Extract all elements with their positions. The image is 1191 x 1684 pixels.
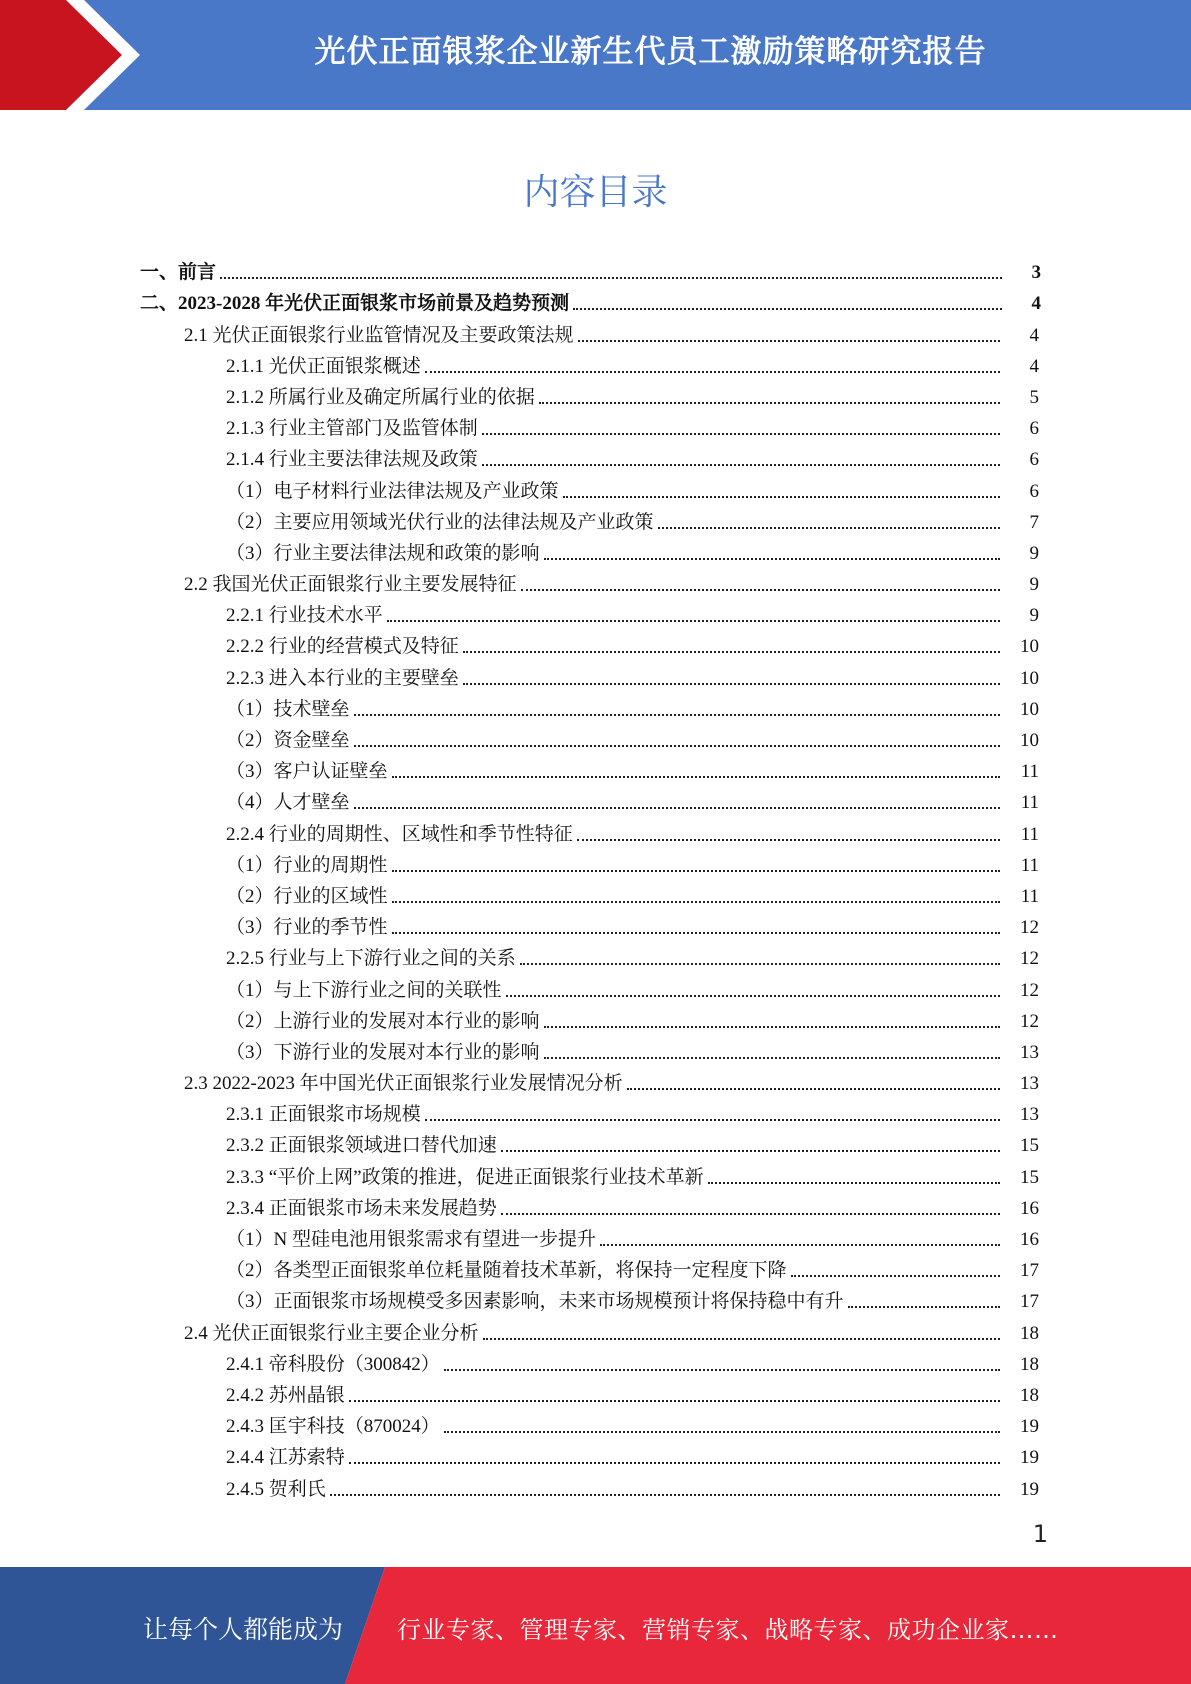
dot-leader — [387, 620, 1000, 622]
dot-leader — [791, 1275, 1000, 1277]
toc-entry[interactable] — [0, 1469, 1191, 1500]
dot-leader — [501, 1213, 1000, 1215]
toc-entry-title: 2.4.3 匡宇科技（870024） — [226, 1416, 440, 1438]
dot-leader — [425, 1119, 1000, 1121]
toc-entry-page: 3 — [1031, 262, 1041, 284]
toc-entry-page: 6 — [1029, 418, 1039, 440]
dot-leader — [848, 1306, 1000, 1308]
toc-entry-title: （1）行业的周期性 — [226, 854, 388, 876]
toc-entry-page: 5 — [1029, 386, 1039, 408]
toc-entry[interactable] — [0, 1282, 1191, 1313]
toc-entry[interactable] — [0, 908, 1191, 939]
toc-entry-title: 2.4.4 江苏索特 — [226, 1447, 345, 1469]
toc-entry-page: 9 — [1029, 542, 1039, 564]
toc-entry-page: 10 — [1020, 636, 1039, 658]
toc-entry-page: 13 — [1020, 1104, 1039, 1126]
toc-entry-title: 2.2 我国光伏正面银浆行业主要发展特征 — [184, 574, 517, 596]
toc-entry[interactable] — [0, 347, 1191, 378]
toc-entry[interactable] — [0, 440, 1191, 471]
toc-entry[interactable] — [0, 627, 1191, 658]
toc-entry-page: 10 — [1020, 667, 1039, 689]
toc-entry[interactable] — [0, 658, 1191, 689]
toc-entry[interactable] — [0, 783, 1191, 814]
dot-leader — [483, 1338, 1000, 1340]
dot-leader — [501, 1150, 1000, 1152]
toc-entry-title: 2.4.2 苏州晶银 — [226, 1384, 345, 1406]
toc-entry[interactable] — [0, 378, 1191, 409]
toc-entry-page: 12 — [1020, 917, 1039, 939]
toc-entry-page: 18 — [1020, 1353, 1039, 1375]
toc-entry[interactable] — [0, 471, 1191, 502]
toc-entry-title: 2.3.1 正面银浆市场规模 — [226, 1104, 421, 1126]
toc-entry-title: 2.3 2022-2023 年中国光伏正面银浆行业发展情况分析 — [184, 1073, 623, 1095]
toc-entry-title: （4）人才壁垒 — [226, 792, 350, 814]
toc-entry-page: 11 — [1020, 761, 1039, 783]
toc-entry-title: （2）资金壁垒 — [226, 730, 350, 751]
dot-leader — [577, 839, 1000, 841]
toc-entry[interactable] — [0, 565, 1191, 596]
dot-leader — [544, 1057, 1000, 1059]
toc-entry[interactable] — [0, 939, 1191, 970]
dot-leader — [425, 371, 1000, 373]
toc-entry[interactable] — [0, 284, 1191, 315]
toc-entry-title: 2.4.5 贺利氏 — [226, 1478, 326, 1500]
toc-entry[interactable] — [0, 503, 1191, 534]
dot-leader — [521, 589, 1000, 591]
toc-entry-page: 4 — [1029, 324, 1039, 346]
toc-entry-title: （1）与上下游行业之间的关联性 — [226, 979, 502, 1001]
toc-entry-title: 2.1.4 行业主要法律法规及政策 — [226, 449, 478, 471]
toc-entry-page: 12 — [1020, 979, 1039, 1001]
toc-entry[interactable] — [0, 1407, 1191, 1438]
toc-entry-title: 2.3.4 正面银浆市场未来发展趋势 — [226, 1197, 497, 1219]
toc-entry-title: 2.1.2 所属行业及确定所属行业的依据 — [226, 386, 535, 408]
toc-entry-page: 11 — [1020, 792, 1039, 814]
toc-entry[interactable] — [0, 690, 1191, 721]
toc-entry-title: 2.3.2 正面银浆领域进口替代加速 — [226, 1135, 497, 1157]
dot-leader — [482, 433, 1000, 435]
dot-leader — [463, 683, 1000, 685]
toc-entry-title: （1）电子材料行业法律法规及产业政策 — [226, 480, 559, 502]
toc-entry-page: 12 — [1020, 1010, 1039, 1032]
dot-leader — [600, 1244, 1000, 1246]
toc-entry[interactable] — [0, 721, 1191, 752]
dot-leader — [627, 1088, 1000, 1090]
toc-entry[interactable] — [0, 1064, 1191, 1095]
toc-entry-page: 10 — [1020, 698, 1039, 720]
toc-entry[interactable] — [0, 1189, 1191, 1220]
dot-leader — [392, 776, 1000, 778]
toc-entry[interactable] — [0, 1251, 1191, 1282]
toc-entry[interactable] — [0, 1438, 1191, 1469]
dot-leader — [392, 901, 1000, 903]
toc-entry-page: 9 — [1029, 574, 1039, 596]
toc-entry-title: 2.4 光伏正面银浆行业主要企业分析 — [184, 1322, 479, 1344]
toc-entry-title: （1）技术壁垒 — [226, 698, 350, 720]
header-bar — [0, 0, 1191, 110]
toc-entry[interactable] — [0, 534, 1191, 565]
dot-leader — [354, 807, 1000, 809]
toc-entry-page: 13 — [1020, 1073, 1039, 1095]
toc-entry[interactable] — [0, 409, 1191, 440]
toc-entry-page: 11 — [1020, 854, 1039, 876]
dot-leader — [349, 1400, 1000, 1402]
toc-entry-page: 9 — [1029, 605, 1039, 627]
toc-entry[interactable] — [0, 1126, 1191, 1157]
dot-leader — [506, 995, 1000, 997]
toc-entry-title: 2.3.3 “平价上网”政策的推进，促进正面银浆行业技术革新 — [226, 1166, 704, 1188]
footer-banner — [0, 1567, 1191, 1684]
toc-entry[interactable] — [0, 1002, 1191, 1033]
dot-leader — [392, 870, 1000, 872]
toc-entry-title: 2.1.3 行业主管部门及监管体制 — [226, 418, 478, 440]
dot-leader — [544, 558, 1000, 560]
toc-entry-title: （3）行业主要法律法规和政策的影响 — [226, 542, 540, 564]
dot-leader — [708, 1182, 1000, 1184]
footer-slogan-left: 让每个人都能成为 — [143, 1615, 344, 1644]
toc-entry-page: 15 — [1020, 1166, 1039, 1188]
toc-entry-page: 16 — [1020, 1197, 1039, 1219]
toc-entry[interactable] — [0, 1313, 1191, 1344]
toc-entry-page: 15 — [1020, 1135, 1039, 1157]
toc-entry-title: 2.2.5 行业与上下游行业之间的关系 — [226, 948, 516, 970]
toc-entry-page: 4 — [1031, 293, 1041, 315]
toc-entry-title: 2.2.4 行业的周期性、区域性和季节性特征 — [226, 823, 573, 845]
toc-entry-page: 6 — [1029, 480, 1039, 502]
toc-entry-title: （3）正面银浆市场规模受多因素影响，未来市场规模预计将保持稳中有升 — [226, 1291, 844, 1313]
toc-entry-title: 2.2.2 行业的经营模式及特征 — [226, 636, 459, 658]
toc-entry-title: （2）各类型正面银浆单位耗量随着技术革新，将保持一定程度下降 — [226, 1260, 787, 1282]
toc-entry-title: 一、前言 — [140, 262, 217, 284]
footer-slogan-right: 行业专家、管理专家、营销专家、战略专家、成功企业家…… — [397, 1616, 1059, 1644]
toc-entry-page: 17 — [1020, 1260, 1039, 1282]
toc-entry-title: （2）行业的区域性 — [226, 885, 388, 907]
toc-entry-title: （3）下游行业的发展对本行业的影响 — [226, 1041, 540, 1063]
toc-entry-title: （3）行业的季节性 — [226, 917, 388, 939]
toc-entry-page: 16 — [1020, 1229, 1039, 1250]
dot-leader — [573, 308, 1002, 310]
toc-entry-page: 19 — [1020, 1478, 1039, 1500]
toc-entry-page: 13 — [1020, 1041, 1039, 1063]
dot-leader — [520, 963, 1000, 965]
toc-entry-page: 4 — [1029, 355, 1039, 377]
toc-entry-title: （2）上游行业的发展对本行业的影响 — [226, 1010, 540, 1032]
toc-entry-title: （3）客户认证壁垒 — [226, 761, 388, 783]
toc-entry-title: 2.4.1 帝科股份（300842） — [226, 1353, 440, 1375]
dot-leader — [444, 1431, 1000, 1433]
toc-entry[interactable] — [0, 253, 1191, 284]
toc-entry[interactable] — [0, 846, 1191, 877]
toc-entry[interactable] — [0, 752, 1191, 783]
toc-heading: 内容目录 — [523, 172, 668, 213]
toc-entry-title: 2.2.1 行业技术水平 — [226, 605, 383, 627]
toc-entry[interactable] — [0, 1157, 1191, 1188]
toc-entry[interactable] — [0, 315, 1191, 346]
dot-leader — [578, 340, 1000, 342]
dot-leader — [463, 651, 1000, 653]
toc-entry-title: 2.1.1 光伏正面银浆概述 — [226, 355, 421, 377]
toc-entry[interactable] — [0, 814, 1191, 845]
toc-entry-page: 6 — [1029, 449, 1039, 471]
toc-entry[interactable] — [0, 1376, 1191, 1407]
toc-entry[interactable] — [0, 877, 1191, 908]
toc-entry-page: 7 — [1029, 511, 1039, 533]
dot-leader — [354, 745, 1000, 747]
report-title: 光伏正面银浆企业新生代员工激励策略研究报告 — [314, 34, 987, 70]
dot-leader — [330, 1494, 1000, 1496]
table-of-contents — [0, 253, 1191, 1501]
toc-entry[interactable] — [0, 1220, 1191, 1251]
toc-entry-title: （1）N 型硅电池用银浆需求有望进一步提升 — [226, 1229, 596, 1250]
toc-entry-page: 17 — [1020, 1291, 1039, 1313]
toc-entry-page: 12 — [1020, 948, 1039, 970]
dot-leader — [539, 402, 1000, 404]
dot-leader — [563, 496, 1000, 498]
toc-entry-page: 19 — [1020, 1447, 1039, 1469]
toc-entry-title: 二、2023-2028 年光伏正面银浆市场前景及趋势预测 — [140, 293, 570, 315]
dot-leader — [482, 464, 1000, 466]
page-number: 1 — [1032, 1520, 1048, 1548]
toc-entry[interactable] — [0, 1095, 1191, 1126]
dot-leader — [658, 527, 1000, 529]
toc-entry[interactable] — [0, 970, 1191, 1001]
dot-leader — [220, 277, 1002, 279]
toc-entry-title: （2）主要应用领域光伏行业的法律法规及产业政策 — [226, 511, 654, 533]
toc-entry-page: 19 — [1020, 1416, 1039, 1438]
toc-entry-title: 2.2.3 进入本行业的主要壁垒 — [226, 667, 459, 689]
dot-leader — [544, 1026, 1000, 1028]
dot-leader — [392, 932, 1000, 934]
dot-leader — [349, 1462, 1000, 1464]
toc-entry-page: 10 — [1020, 730, 1039, 751]
dot-leader — [354, 714, 1000, 716]
toc-entry[interactable] — [0, 596, 1191, 627]
toc-entry[interactable] — [0, 1345, 1191, 1376]
dot-leader — [444, 1369, 1000, 1371]
toc-entry-page: 11 — [1020, 823, 1039, 845]
toc-entry-page: 11 — [1020, 885, 1039, 907]
toc-entry-title: 2.1 光伏正面银浆行业监管情况及主要政策法规 — [184, 324, 574, 346]
toc-entry-page: 18 — [1020, 1322, 1039, 1344]
toc-entry-page: 18 — [1020, 1384, 1039, 1406]
toc-entry[interactable] — [0, 1033, 1191, 1064]
